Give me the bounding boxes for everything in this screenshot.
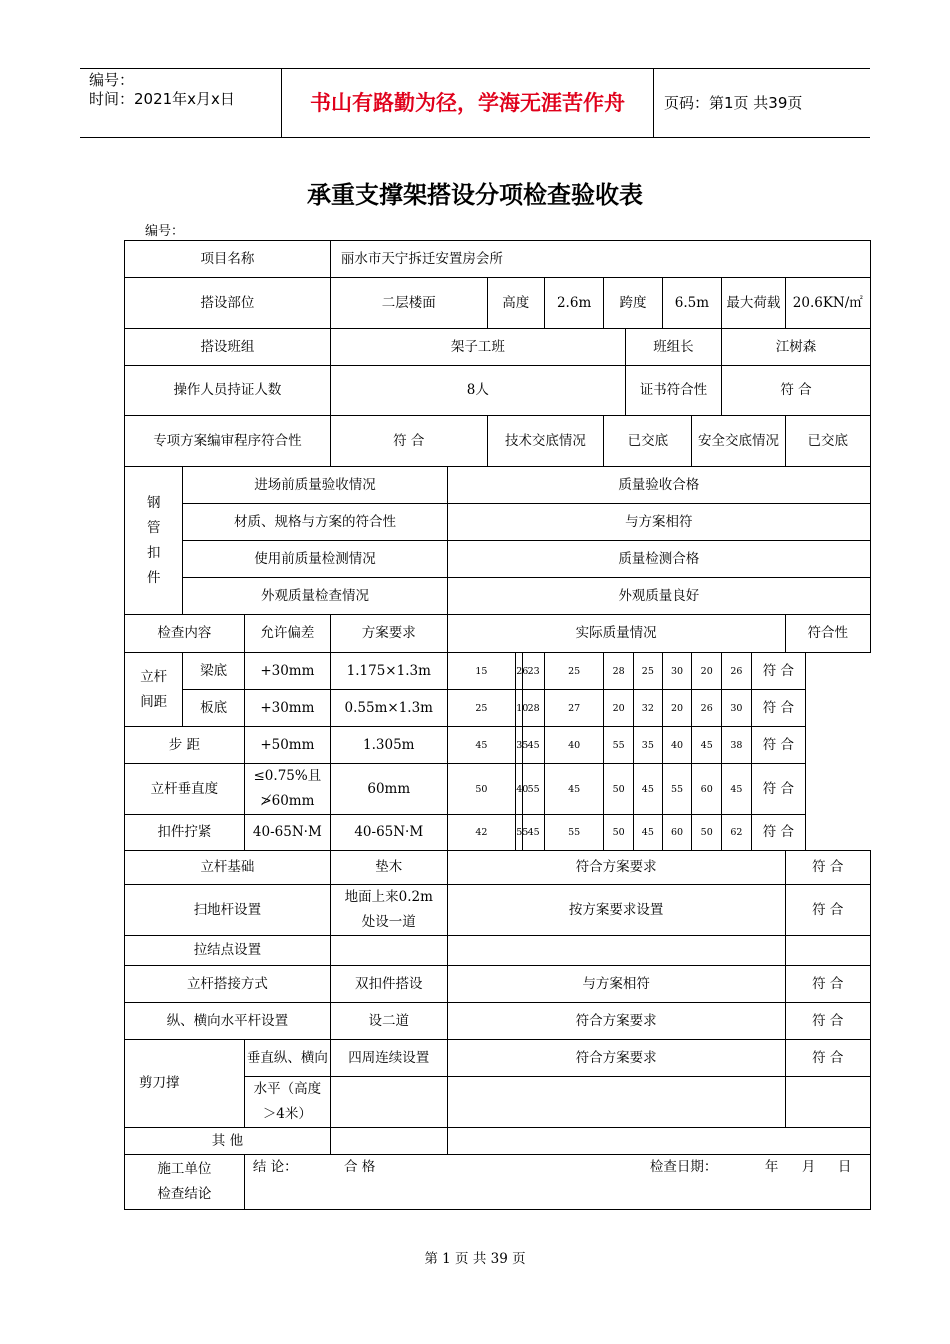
measure-value: 45 [523, 815, 545, 851]
measure-value: 55 [516, 815, 523, 851]
plan-label: 专项方案编审程序符合性 [125, 416, 331, 467]
brace-row [125, 1040, 871, 1077]
project-label: 项目名称 [125, 241, 331, 278]
measure-requirement: 40-65N·M [330, 815, 447, 851]
date-month: 月 [801, 1159, 816, 1175]
measure-value: 45 [634, 815, 663, 851]
measure-value: 27 [544, 690, 603, 727]
spacing-requirement: 0.55m×1.3m [330, 690, 447, 727]
check-date-label: 检查日期： [649, 1159, 718, 1175]
measure-value: 62 [722, 815, 752, 851]
spacing-tolerance: +30mm [244, 653, 330, 690]
measure-value: 45 [634, 764, 663, 815]
spacing-conformity: 符 合 [751, 653, 805, 690]
measure-value: 45 [447, 727, 516, 764]
measure-value: 60 [662, 815, 692, 851]
project-value: 丽水市天宁拆迁安置房会所 [330, 241, 870, 278]
simple-row-sweep [125, 885, 871, 936]
conclusion-result-label: 结 论： [252, 1159, 298, 1175]
simple-row-tie [125, 936, 871, 966]
operators-value: 8人 [330, 366, 625, 416]
simple-row-requirement: 双扣件搭设 [330, 966, 447, 1003]
span-value: 6.5m [662, 278, 721, 329]
row-operators [125, 366, 871, 416]
simple-row-requirement: 地面上来0.2m处设一道 [330, 885, 447, 936]
measure-value: 50 [604, 815, 634, 851]
measure-row-label: 步 距 [125, 727, 245, 764]
other-actual [447, 1128, 870, 1155]
team-value: 架子工班 [330, 329, 625, 366]
location-value: 二层楼面 [330, 278, 487, 329]
check-header-row [125, 615, 871, 653]
other-requirement [330, 1128, 447, 1155]
simple-row-actual: 符合方案要求 [447, 1003, 785, 1040]
measure-value: 28 [604, 653, 634, 690]
measure-value: 45 [722, 764, 752, 815]
steel-row-value: 外观质量良好 [447, 578, 870, 615]
measure-value: 50 [447, 764, 516, 815]
measure-value: 50 [604, 764, 634, 815]
brace-conformity [785, 1077, 870, 1128]
other-label: 其 他 [125, 1128, 331, 1155]
page-footer: 第 1 页 共 39 页 [424, 1251, 526, 1267]
measure-value: 30 [662, 653, 692, 690]
team-label: 搭设班组 [125, 329, 331, 366]
measure-value: 10 [516, 690, 523, 727]
measure-tolerance: 40-65N·M [244, 815, 330, 851]
measure-tolerance: ≤0.75%且≯60mm [244, 764, 330, 815]
spacing-tolerance: +30mm [244, 690, 330, 727]
simple-row-actual: 符合方案要求 [447, 851, 785, 885]
inspection-form [124, 240, 871, 1210]
height-value: 2.6m [544, 278, 603, 329]
simple-row-conformity: 符 合 [785, 966, 870, 1003]
measure-value: 45 [544, 764, 603, 815]
brace-conformity: 符 合 [785, 1040, 870, 1077]
conclusion-content [244, 1155, 870, 1210]
measure-value: 28 [523, 690, 545, 727]
conclusion-label: 施工单位检查结论 [125, 1155, 245, 1210]
simple-row-actual: 与方案相符 [447, 966, 785, 1003]
steel-row [125, 504, 871, 541]
measure-value: 32 [634, 690, 663, 727]
spacing-row [125, 653, 871, 690]
row-project [125, 241, 871, 278]
measure-value: 25 [447, 690, 516, 727]
measure-row-label: 扣件拧紧 [125, 815, 245, 851]
conclusion-row [125, 1155, 871, 1210]
header-serial: 编号： [89, 71, 135, 89]
measure-value: 38 [722, 727, 752, 764]
measure-row-fastener [125, 815, 871, 851]
tech-value: 已交底 [604, 416, 692, 467]
measure-value: 40 [516, 764, 523, 815]
maxload-label: 最大荷载 [722, 278, 786, 329]
steel-row-value: 质量验收合格 [447, 467, 870, 504]
simple-row-conformity [785, 936, 870, 966]
simple-row-horizontal [125, 1003, 871, 1040]
simple-row-requirement: 设二道 [330, 1003, 447, 1040]
measure-row-verticality [125, 764, 871, 815]
simple-row-conformity: 符 合 [785, 1003, 870, 1040]
measure-value: 60 [692, 764, 722, 815]
steel-row [125, 541, 871, 578]
height-label: 高度 [487, 278, 544, 329]
brace-group-label: 剪刀撑 [125, 1040, 245, 1128]
measure-value: 55 [544, 815, 603, 851]
cert-value: 符 合 [722, 366, 871, 416]
steel-row-label: 材质、规格与方案的符合性 [183, 504, 447, 541]
steel-group-label: 钢管扣件 [125, 467, 183, 615]
simple-row-label: 立杆基础 [125, 851, 331, 885]
span-label: 跨度 [604, 278, 662, 329]
simple-row-actual [447, 936, 785, 966]
inspection-table [124, 240, 871, 1210]
measure-value: 35 [634, 727, 663, 764]
measure-value: 26 [692, 690, 722, 727]
row-plan [125, 416, 871, 467]
steel-row [125, 467, 871, 504]
simple-row-foundation [125, 851, 871, 885]
page-header [80, 68, 870, 138]
safety-value: 已交底 [785, 416, 870, 467]
measure-value: 20 [604, 690, 634, 727]
date-year: 年 [764, 1159, 779, 1175]
steel-row-label: 进场前质量验收情况 [183, 467, 447, 504]
other-row [125, 1128, 871, 1155]
spacing-row-label: 板底 [183, 690, 244, 727]
measure-value: 20 [692, 653, 722, 690]
measure-value: 25 [544, 653, 603, 690]
measure-row-step [125, 727, 871, 764]
spacing-row-label: 梁底 [183, 653, 244, 690]
plan-value: 符 合 [330, 416, 487, 467]
simple-row-conformity: 符 合 [785, 851, 870, 885]
measure-conformity: 符 合 [751, 764, 805, 815]
header-time: 时间：2021年x月x日 [89, 90, 235, 108]
document-title: 承重支撑架搭设分项检查验收表 [307, 181, 643, 209]
header-left [80, 69, 281, 137]
simple-row-actual: 按方案要求设置 [447, 885, 785, 936]
spacing-conformity: 符 合 [751, 690, 805, 727]
measure-value: 25 [634, 653, 663, 690]
measure-value: 50 [692, 815, 722, 851]
tech-label: 技术交底情况 [487, 416, 604, 467]
measure-value: 55 [523, 764, 545, 815]
spacing-requirement: 1.175×1.3m [330, 653, 447, 690]
brace-actual [447, 1077, 785, 1128]
measure-value: 40 [544, 727, 603, 764]
measure-value: 30 [722, 690, 752, 727]
row-team [125, 329, 871, 366]
leader-value: 江树森 [722, 329, 871, 366]
header-requirement: 方案要求 [330, 615, 447, 653]
brace-row-label: 垂直纵、横向 [244, 1040, 330, 1077]
header-tolerance: 允许偏差 [244, 615, 330, 653]
measure-value: 40 [662, 727, 692, 764]
maxload-value: 20.6KN/㎡ [785, 278, 870, 329]
serial-label: 编号： [145, 224, 185, 239]
row-location [125, 278, 871, 329]
header-page-info: 页码：第1页 共39页 [664, 94, 803, 112]
brace-requirement: 四周连续设置 [330, 1040, 447, 1077]
measure-conformity: 符 合 [751, 815, 805, 851]
simple-row-label: 扫地杆设置 [125, 885, 331, 936]
measure-requirement: 60mm [330, 764, 447, 815]
measure-value: 42 [447, 815, 516, 851]
spacing-group-label: 立杆间距 [125, 653, 183, 727]
safety-label: 安全交底情况 [692, 416, 785, 467]
measure-value: 26 [516, 653, 523, 690]
measure-tolerance: +50mm [244, 727, 330, 764]
brace-row-label: 水平（高度＞4米） [244, 1077, 330, 1128]
measure-value: 55 [604, 727, 634, 764]
steel-row [125, 578, 871, 615]
header-content: 检查内容 [125, 615, 245, 653]
date-day: 日 [837, 1159, 852, 1175]
simple-row-label: 拉结点设置 [125, 936, 331, 966]
spacing-row [125, 690, 871, 727]
measure-value: 35 [516, 727, 523, 764]
measure-value: 20 [662, 690, 692, 727]
steel-row-value: 质量检测合格 [447, 541, 870, 578]
header-actual: 实际质量情况 [447, 615, 785, 653]
brace-requirement [330, 1077, 447, 1128]
measure-row-label: 立杆垂直度 [125, 764, 245, 815]
measure-requirement: 1.305m [330, 727, 447, 764]
steel-row-label: 外观质量检查情况 [183, 578, 447, 615]
cert-label: 证书符合性 [625, 366, 721, 416]
simple-row-requirement [330, 936, 447, 966]
conclusion-result-value: 合 格 [343, 1159, 376, 1175]
measure-value: 26 [722, 653, 752, 690]
simple-row-requirement: 垫木 [330, 851, 447, 885]
leader-label: 班组长 [625, 329, 721, 366]
measure-conformity: 符 合 [751, 727, 805, 764]
simple-row-conformity: 符 合 [785, 885, 870, 936]
measure-value: 45 [523, 727, 545, 764]
measure-value: 45 [692, 727, 722, 764]
steel-row-value: 与方案相符 [447, 504, 870, 541]
operators-label: 操作人员持证人数 [125, 366, 331, 416]
header-conformity: 符合性 [785, 615, 870, 653]
measure-value: 55 [662, 764, 692, 815]
measure-value: 23 [523, 653, 545, 690]
simple-row-label: 立杆搭接方式 [125, 966, 331, 1003]
simple-row-label: 纵、横向水平杆设置 [125, 1003, 331, 1040]
simple-row-lap [125, 966, 871, 1003]
brace-actual: 符合方案要求 [447, 1040, 785, 1077]
steel-row-label: 使用前质量检测情况 [183, 541, 447, 578]
header-motto: 书山有路勤为径，学海无涯苦作舟 [281, 69, 654, 137]
measure-value: 15 [447, 653, 516, 690]
location-label: 搭设部位 [125, 278, 331, 329]
